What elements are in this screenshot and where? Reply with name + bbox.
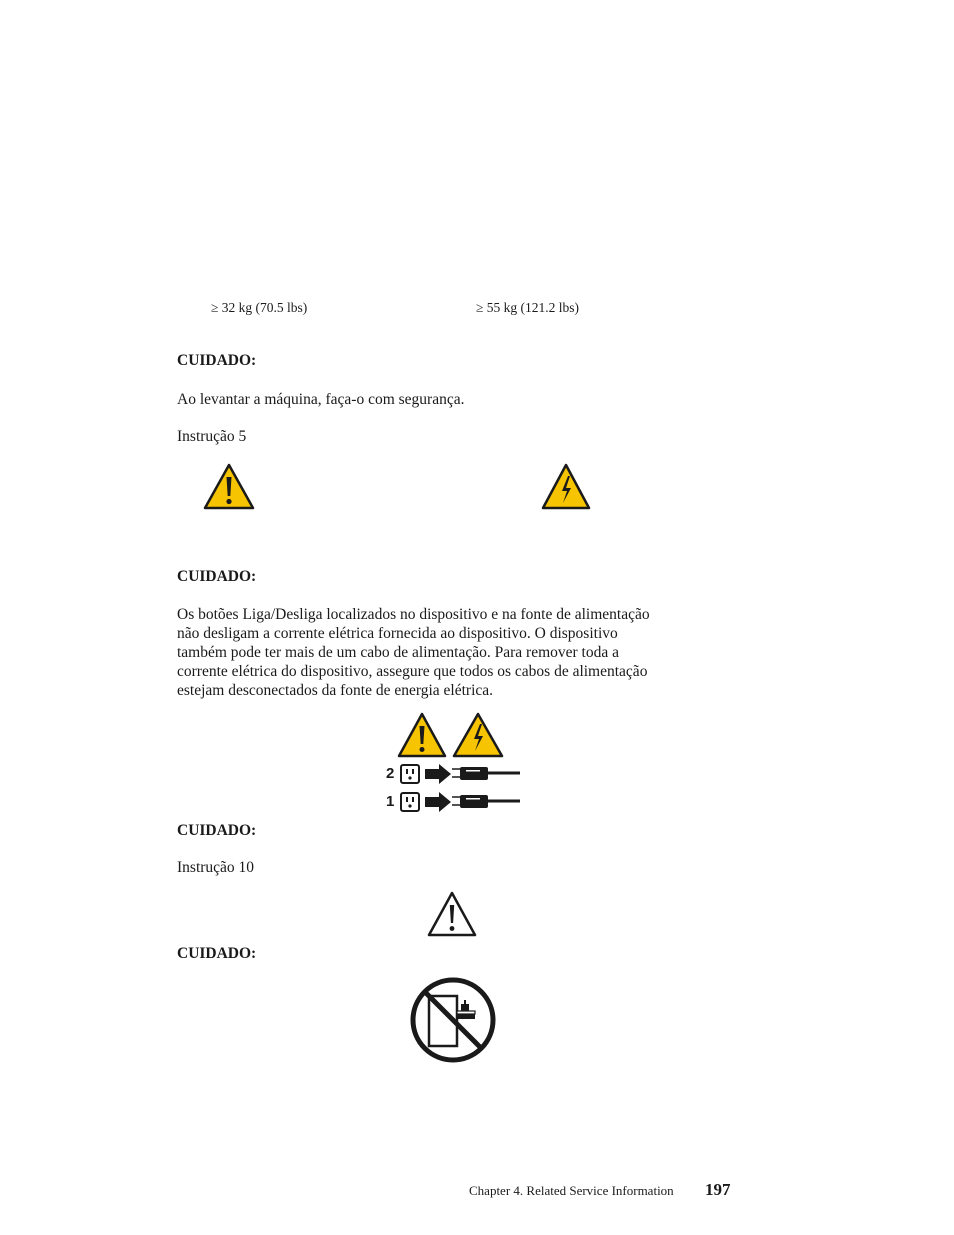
power-plug-icon [452, 794, 520, 810]
paragraph-line: estejam desconectados da fonte de energia elétrica. [177, 682, 494, 699]
caution-heading-1: CUIDADO: [177, 352, 257, 369]
power-cord-diagram [380, 712, 525, 816]
power-plug-icon [452, 766, 520, 782]
paragraph-line: também pode ter mais de um cabo de alimentação. Para remover toda a [177, 644, 619, 661]
power-disconnect-paragraph [177, 605, 737, 700]
cord-number-1: 1 [386, 793, 395, 810]
warning-triangle-icon [397, 712, 447, 758]
electrical-hazard-icon [452, 712, 504, 758]
warning-triangle-icon [203, 463, 255, 510]
warning-triangle-icon [426, 890, 478, 938]
cord-number-2: 2 [386, 765, 395, 782]
caution-heading-3: CUIDADO: [177, 822, 257, 839]
instruction-5-label: Instrução 5 [177, 428, 247, 445]
power-outlet-icon [400, 764, 420, 784]
footer-chapter-title: Chapter 4. Related Service Information [469, 1183, 674, 1198]
instruction-10-label: Instrução 10 [177, 859, 255, 876]
caution-heading-4: CUIDADO: [177, 945, 257, 962]
arrow-right-icon [423, 791, 453, 813]
power-outlet-icon [400, 792, 420, 812]
paragraph-line: não desligam a corrente elétrica fornecida ao dispositivo. O dispositivo [177, 625, 618, 642]
arrow-right-icon [423, 763, 453, 785]
weight-label-55kg: ≥ 55 kg (121.2 lbs) [476, 300, 580, 315]
paragraph-line: Os botões Liga/Desliga localizados no dispositivo e na fonte de alimentação [177, 606, 650, 623]
page-number: 197 [705, 1180, 731, 1199]
lift-safety-text: Ao levantar a máquina, faça-o com segurança. [177, 391, 465, 408]
weight-label-32kg: ≥ 32 kg (70.5 lbs) [211, 300, 308, 315]
paragraph-line: corrente elétrica do dispositivo, assegure que todos os cabos de alimentação [177, 663, 648, 680]
electrical-hazard-icon [541, 463, 591, 510]
caution-heading-2: CUIDADO: [177, 568, 257, 585]
no-load-on-rack-icon [409, 976, 497, 1064]
